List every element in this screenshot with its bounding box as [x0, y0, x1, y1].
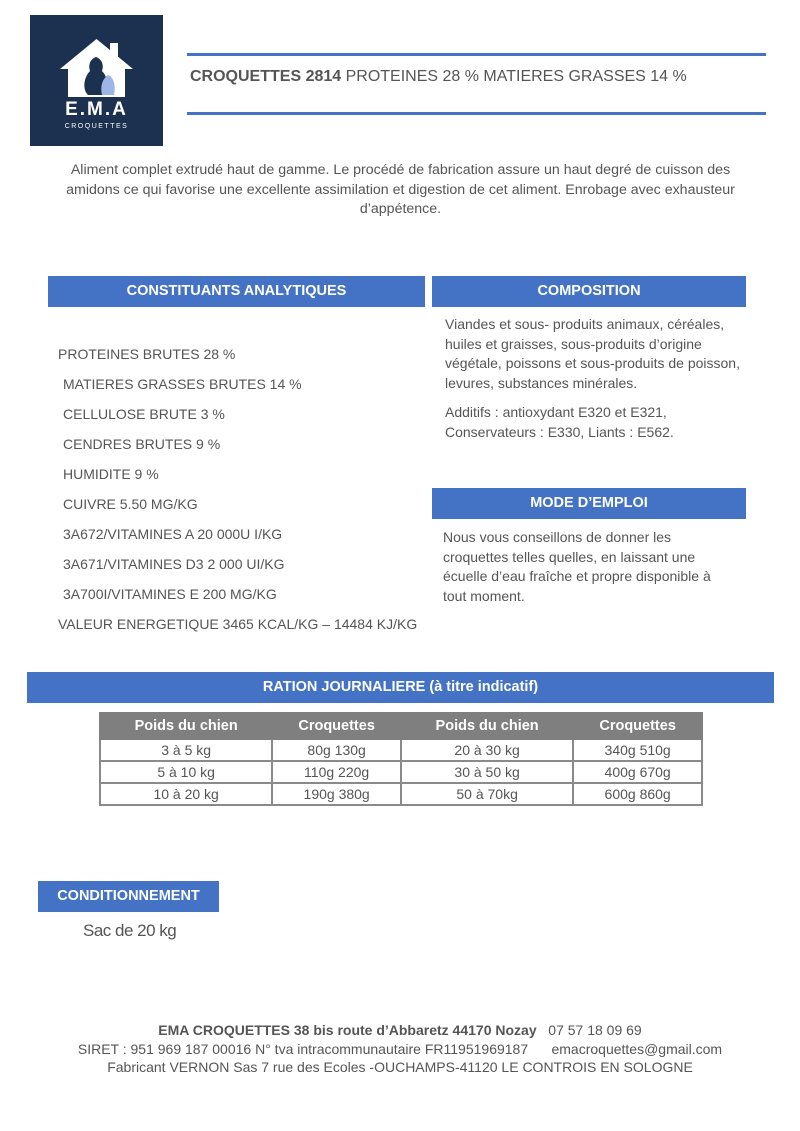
mode-emploi-text: Nous vous conseillons de donner les croquettes telles quelles, en laissant une écuelle d’eau fraîche et propre disponible à tout moment. [443, 529, 711, 604]
conditionnement-text: Sac de 20 kg [83, 921, 177, 940]
list-item: 3A700I/VITAMINES E 200 MG/KG [63, 586, 277, 602]
table-cell: 600g 860g [573, 783, 702, 805]
list-item: HUMIDITE 9 % [63, 466, 159, 482]
table-cell: 5 à 10 kg [100, 761, 272, 783]
column-header: Poids du chien [100, 713, 272, 739]
table-cell: 50 à 70kg [401, 783, 573, 805]
house-dog-icon [58, 37, 135, 99]
table-cell: 20 à 30 kg [401, 739, 573, 761]
table-row [100, 739, 702, 761]
header-top-rule [187, 53, 766, 56]
footer-siret: SIRET : 951 969 187 00016 N° tva intracommunautaire FR11951969187 [77, 1041, 529, 1057]
conditionnement-heading: CONDITIONNEMENT [38, 881, 219, 912]
table-cell: 400g 670g [573, 761, 702, 783]
list-item: CENDRES BRUTES 9 % [63, 436, 221, 452]
column-header: Croquettes [272, 713, 401, 739]
footer-company: EMA CROQUETTES 38 bis route d’Abbaretz 44170 Nozay [158, 1022, 537, 1038]
footer-email[interactable]: emacroquettes@gmail.com [551, 1041, 723, 1057]
table-row [100, 783, 702, 805]
table-cell: 80g 130g [272, 739, 401, 761]
table-row [100, 761, 702, 783]
list-item: CUIVRE 5.50 MG/KG [63, 496, 198, 512]
column-header: Croquettes [573, 713, 702, 739]
logo-name: E.M.A [65, 99, 128, 120]
list-item: 3A671/VITAMINES D3 2 000 UI/KG [63, 556, 285, 572]
table-cell: 3 à 5 kg [100, 739, 272, 761]
footer-siret-line [0, 1041, 800, 1058]
constituants-list [58, 344, 417, 644]
logo-subtitle: CROQUETTES [64, 123, 129, 130]
list-item: PROTEINES BRUTES 28 % [58, 346, 236, 362]
table-cell: 340g 510g [573, 739, 702, 761]
table-header-row [100, 713, 702, 739]
footer-manufacturer: Fabricant VERNON Sas 7 rue des Ecoles -OUCHAMPS-41120 LE CONTROIS EN SOLOGNE [107, 1059, 693, 1075]
mode-emploi-heading: MODE D’EMPLOI [432, 488, 746, 519]
ration-heading: RATION JOURNALIERE (à titre indicatif) [27, 672, 774, 703]
column-header: Poids du chien [401, 713, 573, 739]
table-cell: 110g 220g [272, 761, 401, 783]
title-bold: CROQUETTES 2814 [190, 68, 342, 85]
table-cell: 190g 380g [272, 783, 401, 805]
list-item: 3A672/VITAMINES A 20 000U I/KG [63, 526, 283, 542]
composition-heading: COMPOSITION [432, 276, 746, 307]
list-item: MATIERES GRASSES BRUTES 14 % [63, 376, 302, 392]
list-item: VALEUR ENERGETIQUE 3465 KCAL/KG – 14484 KJ/KG [58, 616, 418, 632]
header-bottom-rule [187, 112, 766, 115]
ration-table [99, 712, 703, 806]
title-rest: PROTEINES 28 % MATIERES GRASSES 14 % [341, 68, 687, 85]
page-title [190, 68, 687, 86]
composition-additifs: Additifs : antioxydant E320 et E321, Conservateurs : E330, Liants : E562. [445, 404, 674, 440]
table-cell: 10 à 20 kg [100, 783, 272, 805]
brand-logo [30, 15, 163, 146]
table-cell: 30 à 50 kg [401, 761, 573, 783]
footer-phone: 07 57 18 09 69 [548, 1022, 642, 1038]
composition-text: Viandes et sous- produits animaux, céréales, huiles et graisses, sous-produits d’origine végétale, poissons et sous-produits de poisson, levures, substances minérales. [445, 316, 740, 391]
intro-paragraph: Aliment complet extrudé haut de gamme. Le procédé de fabrication assure un haut degré de cuisson des amidons ce qui favorise une excellente assimilation et digestion de cet aliment. Enrobage avec exhausteur d’appétence. [66, 162, 735, 217]
footer-address-line [0, 1022, 800, 1039]
list-item: CELLULOSE BRUTE 3 % [63, 406, 225, 422]
constituants-heading: CONSTITUANTS ANALYTIQUES [48, 276, 425, 307]
